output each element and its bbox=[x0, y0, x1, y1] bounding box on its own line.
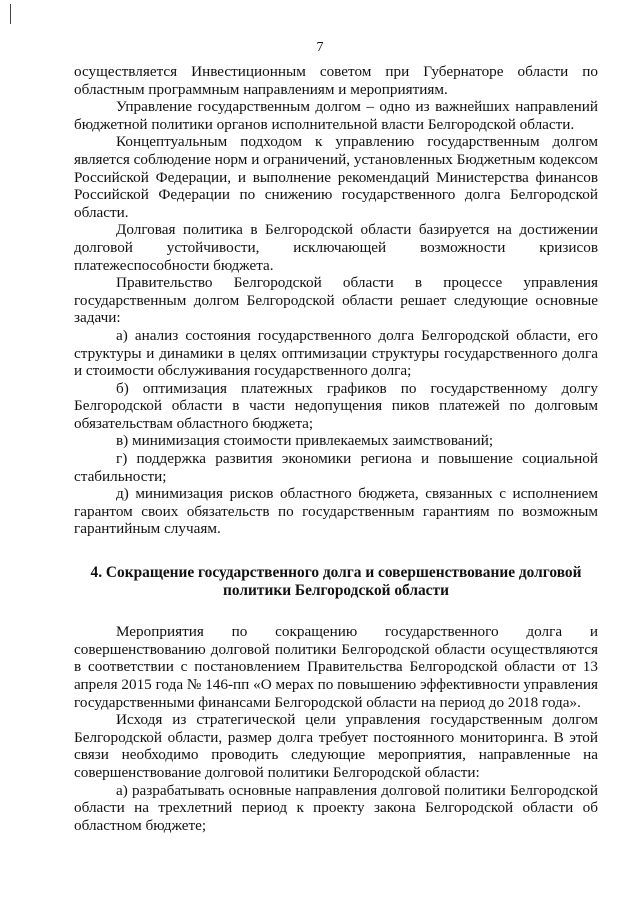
page-edge-mark bbox=[10, 4, 11, 24]
paragraph: Мероприятия по сокращению государственного долга и совершенствованию долговой политики Белгородской области осуществляются в соответствии с постановлением Правительства Белгородской области от 13 апреля 2015 года № 146-пп «О мерах по повышению эффективности управления государственными финансами Белгородской области на период до 2018 года». bbox=[74, 623, 598, 711]
document-body bbox=[74, 63, 598, 834]
paragraph: Управление государственным долгом – одно из важнейших направлений бюджетной политики органов исполнительной власти Белгородской области. bbox=[74, 98, 598, 133]
paragraph: б) оптимизация платежных графиков по государственному долгу Белгородской области в части недопущения пиков платежей по долговым обязательствам областного бюджета; bbox=[74, 379, 598, 432]
page-number: 7 bbox=[316, 40, 324, 55]
paragraph: д) минимизация рисков областного бюджета, связанных с исполнением гарантом своих обязательств по государственным гарантиям по возможным гарантийным случаям. bbox=[74, 485, 598, 538]
paragraph: Исходя из стратегической цели управления государственным долгом Белгородской области, размер долга требует постоянного мониторинга. В этой связи необходимо проводить следующие мероприятия, направленные на совершенствование долговой политики Белгородской области: bbox=[74, 711, 598, 781]
paragraph: Концептуальным подходом к управлению государственным долгом является соблюдение норм и ограничений, установленных Бюджетным кодексом Российской Федерации, и выполнение рекомендаций Министерства финансов Российской Федерации по снижению государственного долга Белгородской области. bbox=[74, 133, 598, 221]
paragraph: в) минимизация стоимости привлекаемых заимствований; bbox=[116, 432, 494, 450]
section-heading: 4. Сокращение государственного долга и совершенствование долговой политики Белгородской области bbox=[90, 564, 582, 599]
paragraph: а) анализ состояния государственного долга Белгородской области, его структуры и динамики в целях оптимизации структуры государственного долга и стоимости обслуживания государственного долга; bbox=[74, 326, 598, 380]
paragraph: Долговая политика в Белгородской области базируется на достижении долговой устойчивости, исключающей возможности кризисов платежеспособности бюджета. bbox=[74, 221, 598, 274]
paragraph: а) разрабатывать основные направления долговой политики Белгородской области на трехлетний период к проекту закона Белгородской области об областном бюджете; bbox=[74, 781, 598, 834]
paragraphs-before-section bbox=[74, 63, 598, 538]
paragraphs-after-section bbox=[74, 623, 598, 834]
paragraph: осуществляется Инвестиционным советом при Губернаторе области по областным программным направлениям и мероприятиям. bbox=[74, 63, 598, 98]
paragraph: Правительство Белгородской области в процессе управления государственным долгом Белгородской области решает следующие основные задачи: bbox=[74, 274, 598, 327]
paragraph: г) поддержка развития экономики региона и повышение социальной стабильности; bbox=[74, 450, 598, 485]
